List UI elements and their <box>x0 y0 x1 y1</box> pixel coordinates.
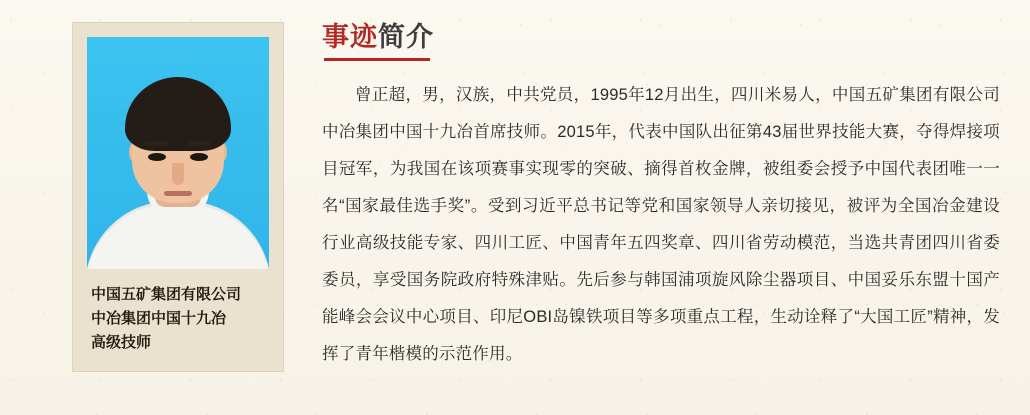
page-title-accent: 事迹 <box>322 22 378 52</box>
profile-card <box>72 22 284 372</box>
profile-caption-line: 高级技师 <box>91 334 152 351</box>
portrait-eye-left-shape <box>148 153 166 161</box>
portrait-eyebrow-right-shape <box>187 141 211 146</box>
page-title-rest: 简介 <box>378 22 434 52</box>
portrait-eye-right-shape <box>190 153 208 161</box>
profile-caption-line: 中国五矿集团有限公司 <box>91 286 242 303</box>
profile-caption <box>87 283 269 355</box>
portrait-photo <box>87 37 269 269</box>
portrait-eyebrow-left-shape <box>145 141 169 146</box>
article-content <box>322 20 1000 373</box>
profile-caption-line: 中冶集团中国十九冶 <box>91 310 227 327</box>
portrait-mouth-shape <box>164 191 192 196</box>
title-underline <box>324 58 430 61</box>
portrait-nose-shape <box>172 163 184 185</box>
page-title <box>322 20 1000 54</box>
article-paragraph: 曾正超，男，汉族，中共党员，1995年12月出生，四川米易人，中国五矿集团有限公司中冶集团中国十九冶首席技师。2015年，代表中国队出征第43届世界技能大赛，夺得焊接项目冠军，为我国在该项赛事实现零的突破、摘得首枚金牌，被组委会授予中国代表团唯一一名“国家最佳选手奖”。受到习近平总书记等党和国家领导人亲切接见，被评为全国冶金建设行业高级技能专家、四川工匠、中国青年五四奖章、四川省劳动模范，当选共青团四川省委委员，享受国务院政府特殊津贴。先后参与韩国浦项旋风除尘器项目、中国妥乐东盟十国产能峰会会议中心项目、印尼OBI岛镍铁项目等多项重点工程，生动诠释了“大国工匠”精神，发挥了青年楷模的示范作用。 <box>322 86 1000 363</box>
portrait-fringe-shape <box>130 109 226 129</box>
